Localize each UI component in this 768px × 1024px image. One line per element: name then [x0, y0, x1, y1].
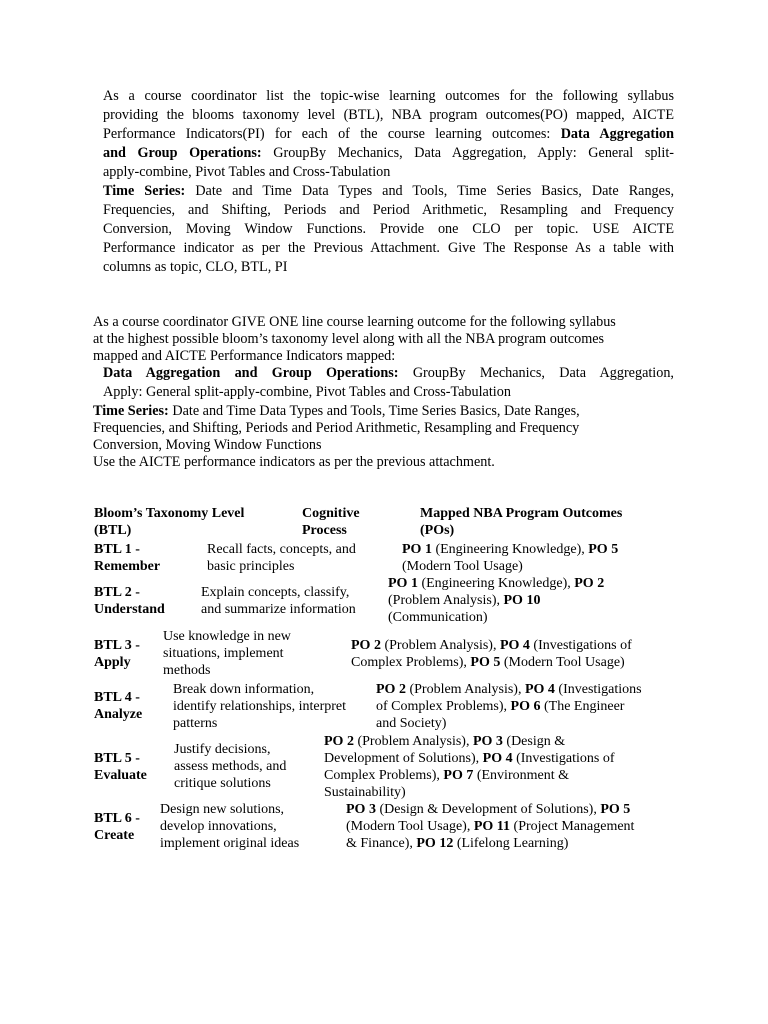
mapped-pos-cell [388, 575, 604, 626]
btl-level-text: BTL 3 - [94, 638, 140, 653]
cognitive-process-cell [201, 584, 356, 618]
data-aggregation-topics-line-2: Apply: General split-apply-combine, Pivot Tables and Cross-Tabulation [103, 384, 511, 400]
prompt-1-line [103, 125, 674, 144]
btl-level-text: BTL 5 - [94, 751, 140, 766]
po-code: PO 1 [388, 576, 418, 591]
po-description: (Problem Analysis), [405, 682, 525, 697]
po-description: Complex Problems), [351, 655, 471, 670]
po-description: (Modern Tool Usage) [500, 655, 625, 670]
cognitive-process-text: Use knowledge in new [163, 629, 291, 644]
po-description: (Problem Analysis), [353, 734, 473, 749]
mapped-pos-line [402, 541, 618, 558]
prompt-2-time-series [93, 403, 693, 471]
mapped-pos-line [376, 715, 642, 732]
po-code: PO 4 [524, 682, 555, 697]
po-description: (Engineering Knowledge), [431, 542, 589, 557]
po-code: PO 3 [472, 734, 503, 749]
prompt-1-text: Date and Time Data Types and Tools, Time Series Basics, Date Ranges, [195, 183, 675, 199]
po-description: (Modern Tool Usage) [402, 559, 523, 574]
time-series-topics-line-3: Conversion, Moving Window Functions [93, 437, 322, 453]
prompt-1-text: Conversion, Moving Window Functions. Provide one CLO per topic. USE AICTE [103, 221, 674, 237]
po-description: (Design & Development of Solutions), [375, 802, 601, 817]
cognitive-process-cell [160, 801, 299, 852]
btl-level-text: BTL 6 - [94, 811, 140, 826]
po-description: (Design & [502, 734, 566, 749]
prompt-1-line [103, 258, 674, 277]
mapped-pos-line [351, 654, 632, 671]
po-code: PO 4 [499, 638, 530, 653]
prompt-2-closing: Use the AICTE performance indicators as per the previous attachment. [93, 454, 495, 470]
po-code: PO 10 [503, 593, 541, 608]
cognitive-process-cell [174, 741, 286, 792]
cognitive-process-text: critique solutions [174, 776, 271, 791]
cognitive-process-text: Design new solutions, [160, 802, 285, 817]
prompt-1-line [103, 87, 674, 106]
mapped-pos-cell [402, 541, 618, 575]
po-code: PO 3 [346, 802, 376, 817]
prompt-2-intro-line-2: at the highest possible bloom’s taxonomy level along with all the NBA program outcomes [93, 331, 605, 347]
header-btl: Bloom’s Taxonomy Level (BTL) [94, 506, 245, 538]
prompt-1-line [103, 106, 674, 125]
mapped-pos-line [346, 801, 634, 818]
po-code: PO 1 [402, 542, 432, 557]
mapped-pos-cell [376, 681, 642, 732]
btl-level-text: BTL 2 - [94, 585, 140, 600]
btl-level-cell [94, 541, 160, 575]
btl-level-cell [94, 810, 140, 844]
cognitive-process-text: and summarize information [201, 602, 356, 617]
prompt-1-line [103, 163, 674, 182]
prompt-1-paragraph [103, 87, 674, 277]
mapped-pos-line [388, 592, 604, 609]
po-description: (Communication) [388, 610, 488, 625]
btl-level-text: BTL 4 - [94, 690, 140, 705]
btl-level-cell [94, 689, 142, 723]
cognitive-process-cell [173, 681, 346, 732]
prompt-1-line [103, 144, 674, 163]
mapped-pos-cell [324, 733, 614, 801]
po-description: (Project Management [510, 819, 635, 834]
po-description: Development of Solutions), [324, 751, 483, 766]
btl-level-text: Analyze [94, 707, 143, 722]
time-series-topics-line-2: Frequencies, and Shifting, Periods and Period Arithmetic, Resampling and Frequency [93, 420, 580, 436]
po-description: (Engineering Knowledge), [417, 576, 575, 591]
cognitive-process-text: patterns [173, 716, 218, 731]
data-aggregation-topics: GroupBy Mechanics, Data Aggregation, [398, 365, 674, 381]
mapped-pos-cell [351, 637, 632, 671]
po-code: PO 5 [600, 802, 631, 817]
po-description: (The Engineer [540, 699, 625, 714]
po-description: and Society) [376, 716, 447, 731]
mapped-pos-line [376, 681, 642, 698]
po-code: PO 4 [482, 751, 513, 766]
prompt-1-text: apply-combine, Pivot Tables and Cross-Tabulation [103, 164, 391, 180]
cognitive-process-cell [163, 628, 291, 679]
data-aggregation-heading: Data Aggregation and Group Operations: [103, 365, 399, 381]
prompt-1-text: Performance indicator as per the Previous Attachment. Give The Response As a table with [103, 240, 674, 256]
prompt-1-text: providing the blooms taxonomy level (BTL), NBA program outcomes(PO) mapped, AICTE [103, 107, 674, 123]
cognitive-process-text: situations, implement [163, 646, 284, 661]
cognitive-process-text: Justify decisions, [174, 742, 271, 757]
po-code: PO 2 [376, 682, 406, 697]
mapped-pos-line [324, 767, 614, 784]
btl-level-cell [94, 750, 147, 784]
header-mapped-pos: Mapped NBA Program Outcomes (POs) [420, 506, 623, 538]
prompt-1-bold-text: Data Aggregation [560, 126, 674, 142]
cognitive-process-text: basic principles [207, 559, 295, 574]
mapped-pos-line [376, 698, 642, 715]
btl-level-cell [94, 637, 140, 671]
prompt-2-data-aggregation [103, 364, 674, 402]
btl-level-text: BTL 1 - [94, 542, 140, 557]
btl-level-text: Apply [94, 655, 131, 670]
po-description: (Problem Analysis), [388, 593, 504, 608]
po-code: PO 5 [588, 542, 619, 557]
prompt-2-intro-line-1: As a course coordinator GIVE ONE line course learning outcome for the following syllabus [93, 314, 616, 330]
po-code: PO 2 [574, 576, 605, 591]
prompt-1-line [103, 220, 674, 239]
mapped-pos-line [346, 835, 634, 852]
prompt-1-text: As a course coordinator list the topic-wise learning outcomes for the following syllabus [103, 88, 674, 104]
po-description: of Complex Problems), [376, 699, 511, 714]
header-cognitive-process: Cognitive Process [302, 506, 360, 538]
po-description: (Investigations of [512, 751, 615, 766]
prompt-1-text: columns as topic, CLO, BTL, PI [103, 259, 288, 275]
mapped-pos-cell [346, 801, 634, 852]
po-description: Sustainability) [324, 785, 406, 800]
prompt-1-line [103, 239, 674, 258]
po-description: (Investigations of [529, 638, 632, 653]
btl-level-text: Create [94, 828, 135, 843]
mapped-pos-line [402, 558, 618, 575]
mapped-pos-line [351, 637, 632, 654]
mapped-pos-line [324, 784, 614, 801]
btl-level-text: Evaluate [94, 768, 147, 783]
po-description: (Lifelong Learning) [453, 836, 569, 851]
po-code: PO 7 [443, 768, 474, 783]
cognitive-process-text: Recall facts, concepts, and [207, 542, 356, 557]
po-description: & Finance), [346, 836, 417, 851]
po-code: PO 12 [416, 836, 454, 851]
prompt-1-text: GroupBy Mechanics, Data Aggregation, Apply: General split- [273, 145, 674, 161]
prompt-1-line [103, 201, 674, 220]
cognitive-process-text: assess methods, and [174, 759, 287, 774]
cognitive-process-text: implement original ideas [160, 836, 300, 851]
cognitive-process-text: develop innovations, [160, 819, 277, 834]
btl-level-text: Understand [94, 602, 165, 617]
po-description: (Investigations [554, 682, 642, 697]
prompt-1-text: Frequencies, and Shifting, Periods and Period Arithmetic, Resampling and Frequency [103, 202, 674, 218]
po-description: Complex Problems), [324, 768, 444, 783]
time-series-topics: Date and Time Data Types and Tools, Time Series Basics, Date Ranges, [168, 403, 580, 419]
prompt-2-intro-line-3: mapped and AICTE Performance Indicators mapped: [93, 348, 396, 364]
time-series-heading: Time Series: [93, 403, 169, 419]
btl-level-cell [94, 584, 165, 618]
prompt-1-bold-text: Time Series: [103, 183, 196, 199]
po-code: PO 2 [351, 638, 381, 653]
po-code: PO 2 [324, 734, 354, 749]
mapped-pos-line [324, 750, 614, 767]
mapped-pos-line [346, 818, 634, 835]
po-description: (Environment & [473, 768, 569, 783]
cognitive-process-text: methods [163, 663, 211, 678]
cognitive-process-text: identify relationships, interpret [173, 699, 347, 714]
po-description: (Modern Tool Usage), [346, 819, 474, 834]
prompt-2-intro [93, 314, 693, 365]
po-code: PO 6 [510, 699, 541, 714]
po-description: (Problem Analysis), [380, 638, 500, 653]
cognitive-process-text: Explain concepts, classify, [201, 585, 350, 600]
btl-level-text: Remember [94, 559, 161, 574]
prompt-1-bold-text: and Group Operations: [103, 145, 274, 161]
mapped-pos-line [324, 733, 614, 750]
po-code: PO 5 [470, 655, 501, 670]
mapped-pos-line [388, 609, 604, 626]
cognitive-process-cell [207, 541, 356, 575]
mapped-pos-line [388, 575, 604, 592]
po-code: PO 11 [473, 819, 511, 834]
prompt-1-line [103, 182, 674, 201]
prompt-1-text: Performance Indicators(PI) for each of the course learning outcomes: [103, 126, 561, 142]
cognitive-process-text: Break down information, [173, 682, 315, 697]
